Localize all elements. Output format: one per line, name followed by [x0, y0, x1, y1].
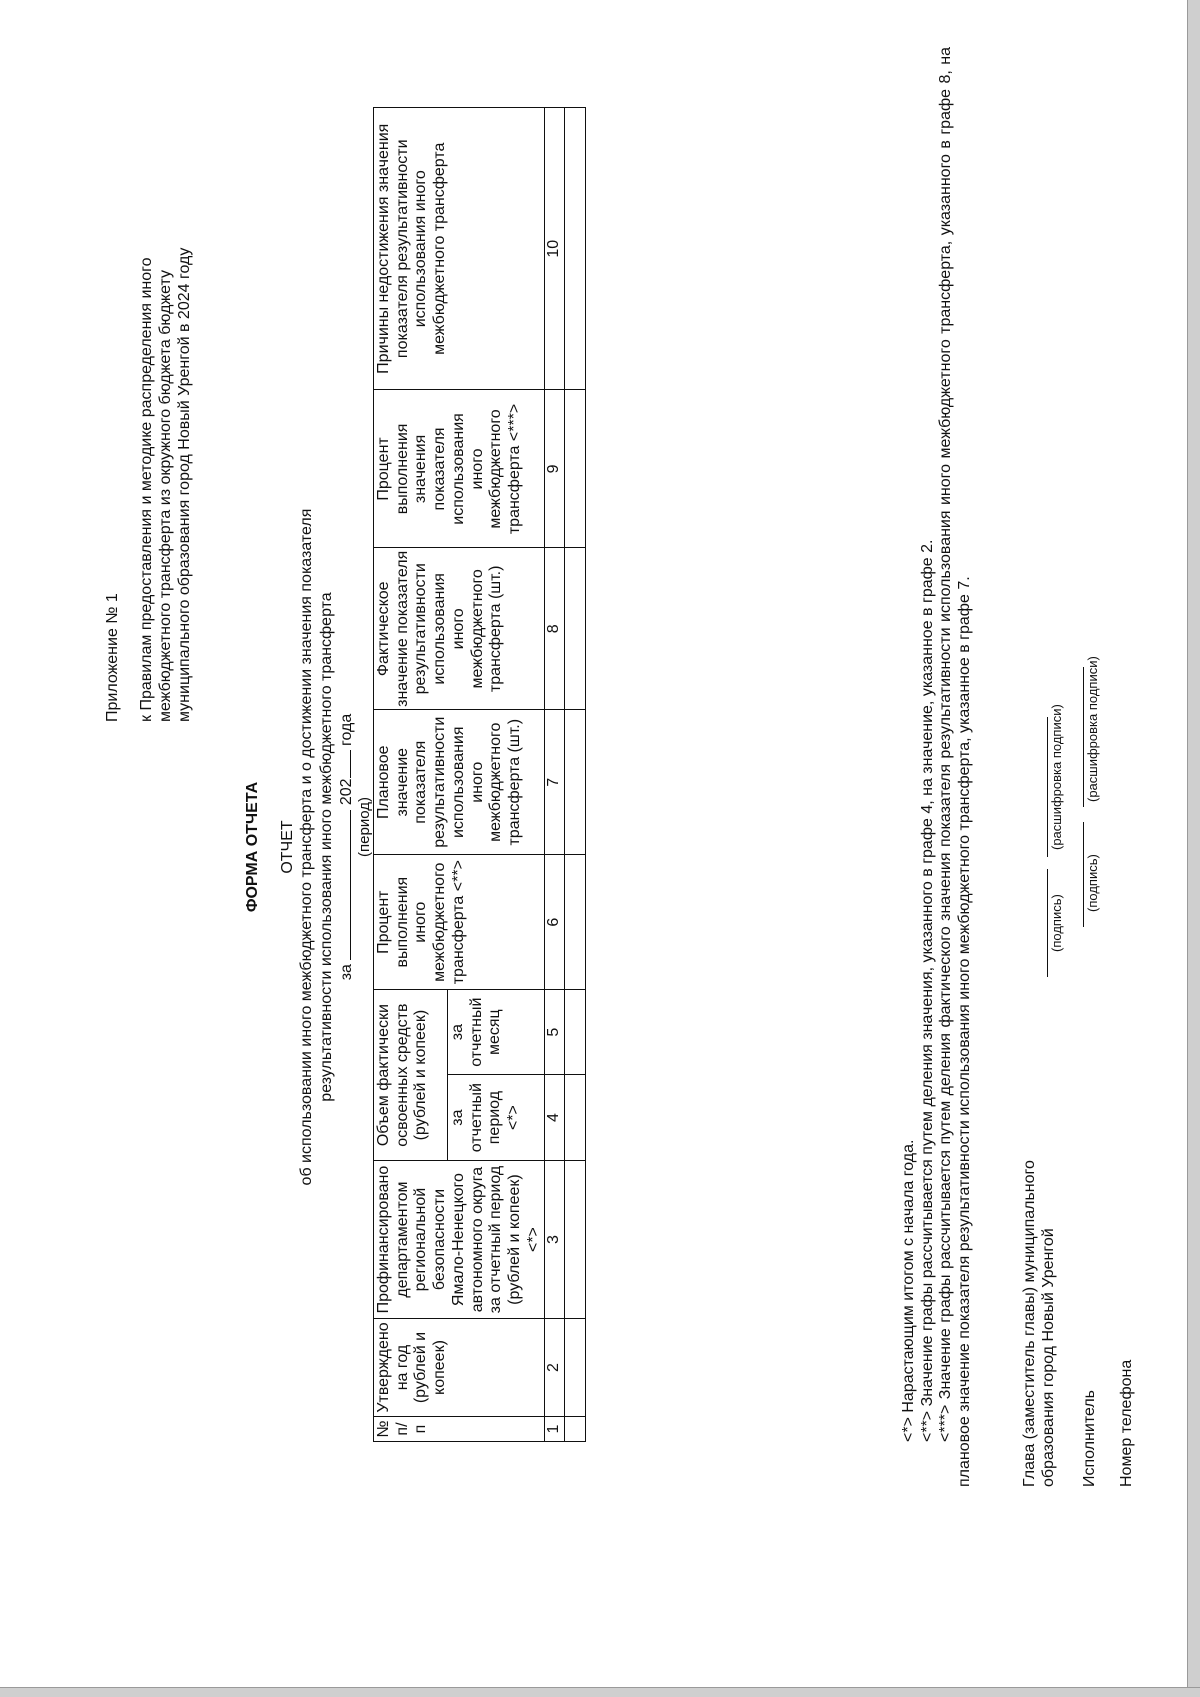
table-cell [565, 1075, 586, 1161]
col-header-8: Фактическое значение показателя результативности использования иного межбюджетного трансферта (шт.) [374, 548, 545, 710]
table-cell [565, 710, 586, 855]
footnotes [900, 47, 975, 1487]
period-suffix: года [337, 713, 355, 746]
col-number-2: 2 [545, 1319, 565, 1417]
table-cell [565, 548, 586, 710]
col-number-1: 1 [545, 1417, 565, 1442]
head-sign-caption: (подпись) [1049, 894, 1064, 952]
period-blank [336, 810, 351, 960]
executor-decode-line [1083, 667, 1084, 807]
appendix-reference-line-3: муниципального образования город Новый Уренгой в 2024 году [176, 247, 194, 722]
page-edge-bottom [0, 1687, 1200, 1697]
col-header-4: за отчетный период <*> [448, 1075, 545, 1161]
report-period-line [336, 92, 356, 1602]
col-header-10: Причины недостижения значения показателя результативности использования иного межбюджетного трансферта [374, 108, 545, 391]
table-cell [565, 390, 586, 548]
col-number-6: 6 [545, 855, 565, 990]
appendix-reference-line-2: межбюджетного трансферта из окружного бюджета бюджету [157, 270, 175, 722]
col-number-3: 3 [545, 1161, 565, 1319]
report-subtitle-line-2: результативности использования иного межбюджетного трансферта [317, 592, 335, 1102]
table-header-row [374, 108, 448, 1442]
col-header-9: Процент выполнения значения показателя использования иного межбюджетного трансферта <***> [374, 390, 545, 548]
form-title: ФОРМА ОТЧЕТА [244, 781, 261, 913]
col-number-8: 8 [545, 548, 565, 710]
report-title: ОТЧЕТ [279, 820, 297, 874]
table-cell [565, 855, 586, 990]
footnote-3: <***> Значение графы рассчитывается путем деления фактического значения показателя результативности использования иного межбюджетного трансферта, указанного в графе 8, на плановое значение показателя результативности использования иного межбюджетного трансферта, указанное в графе 7. [937, 47, 974, 1487]
report-subtitle-line-1: об использовании иного межбюджетного трансферта и о достижении значения показателя [298, 508, 316, 1186]
col-header-3: Профинансировано департаментом региональной безопасности Ямало-Ненецкого автономного округа за отчетный период (рублей и копеек) <*> [374, 1161, 545, 1319]
col-number-5: 5 [545, 990, 565, 1075]
col-header-7: Плановое значение показателя результативности использования иного межбюджетного трансферта (шт.) [374, 710, 545, 855]
executor-sign-line [1083, 822, 1084, 927]
title-block [243, 92, 374, 1602]
page-edge-right [1187, 0, 1200, 1697]
head-title-line-1: Глава (заместитель главы) муниципального [1021, 1160, 1038, 1487]
table-cell [565, 1319, 586, 1417]
col-number-10: 10 [545, 108, 565, 391]
appendix-header [103, 593, 122, 722]
col-header-1: № п/п [374, 1417, 545, 1442]
period-caption: (период) [355, 797, 373, 857]
col-number-4: 4 [545, 1075, 565, 1161]
footnote-2: <**> Значение графы рассчитывается путем деления значения, указанного в графе 4, на значение, указанное в графе 2. [918, 539, 936, 1442]
table-column-numbers-row [545, 108, 565, 1442]
phone-label: Номер телефона [1118, 1359, 1135, 1487]
col-number-7: 7 [545, 710, 565, 855]
period-prefix: за [337, 964, 355, 981]
executor-decode-caption: (расшифровка подписи) [1085, 656, 1100, 802]
appendix-reference-line-1: к Правилам предоставления и методике распределения иного [138, 257, 155, 722]
executor-sign-caption: (подпись) [1085, 854, 1100, 912]
report-table [373, 107, 586, 1442]
col-header-4-5-group: Объем фактически освоенных средств (рублей и копеек) [374, 990, 448, 1161]
head-signature-label [1020, 1160, 1058, 1487]
col-header-5: за отчетный месяц [448, 990, 545, 1075]
col-header-6: Процент выполнения иного межбюджетного трансферта <**> [374, 855, 545, 990]
footnote-1: <*> Нарастающим итогом с начала года. [900, 1139, 917, 1442]
appendix-reference [137, 248, 195, 722]
head-decode-line [1047, 717, 1048, 857]
table-cell [565, 1417, 586, 1442]
table-cell [565, 1161, 586, 1319]
head-decode-caption: (расшифровка подписи) [1049, 704, 1064, 850]
executor-label: Исполнитель [1081, 1389, 1098, 1487]
col-number-9: 9 [545, 390, 565, 548]
period-year: 202 [337, 778, 355, 806]
table-cell [565, 990, 586, 1075]
table-empty-row [565, 108, 586, 1442]
head-sign-line [1047, 869, 1048, 977]
col-header-2: Утверждено на год (рублей и копеек) [374, 1319, 545, 1417]
year-blank [336, 750, 351, 778]
head-title-line-2: образования город Новый Уренгой [1040, 1228, 1058, 1487]
table-cell [565, 108, 586, 391]
rotated-sheet [95, 47, 1135, 1602]
appendix-label: Приложение № 1 [104, 593, 121, 722]
